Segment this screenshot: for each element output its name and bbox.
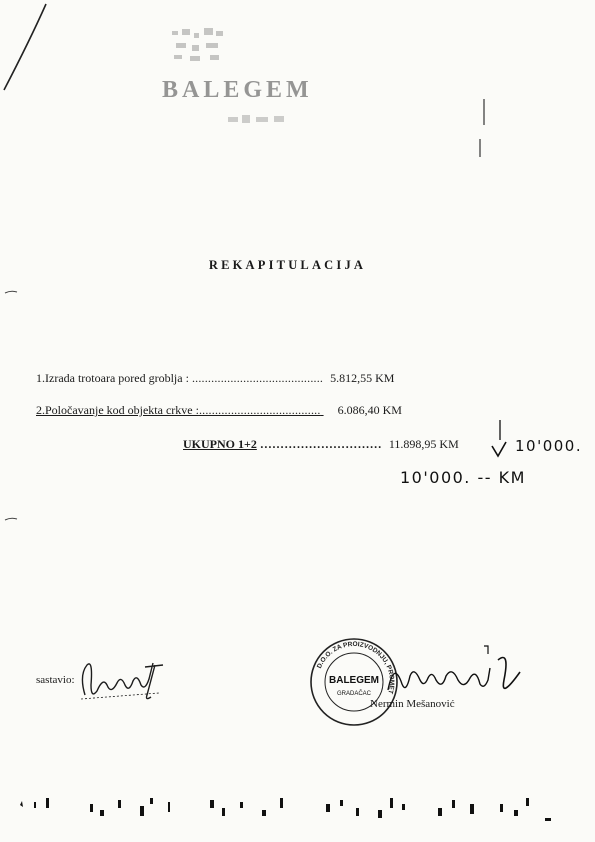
stamp-company: BALEGEM (329, 675, 379, 686)
letterhead-company-name: BALEGEM (162, 77, 313, 103)
total-dots: ………………………… (259, 437, 382, 451)
line-item-label: 2.Poločavanje kod objekta crkve : (36, 403, 199, 417)
signer-name: Nermin Mešanović (370, 698, 455, 710)
line-item-2 (36, 403, 402, 418)
preparer-signature (75, 655, 170, 705)
pen-tick-marks (470, 95, 490, 165)
letterhead-logo-icon (170, 25, 230, 65)
handwritten-amount-note: 10'000. (515, 437, 583, 455)
scan-noise-bottom (0, 780, 595, 840)
stamp-ring-text: D.O.O. ZA PROIZVODNJU, PROMET (315, 640, 396, 695)
letterhead (150, 15, 380, 130)
line-item-dots: ......................................... (191, 371, 324, 385)
line-item-1 (36, 371, 394, 386)
handwritten-final-amount: 10'000. -- KM (400, 468, 526, 487)
stamp-city: GRADAČAC (336, 691, 372, 697)
document-title: REKAPITULACIJA (208, 258, 367, 272)
total-row (183, 437, 459, 452)
line-item-amount: 5.812,55 KM (330, 371, 395, 385)
total-amount: 11.898,95 KM (388, 437, 459, 451)
handwritten-check-icon (488, 418, 512, 460)
line-item-label: 1.Izrada trotoara pored groblja : (36, 371, 189, 385)
prepared-by-label: sastavio: (36, 674, 75, 686)
margin-mark-top (4, 288, 18, 296)
margin-mark-bottom (4, 515, 18, 523)
line-item-amount: 6.086,40 KM (337, 403, 402, 417)
line-item-dots: ...................................... (198, 403, 321, 417)
letterhead-subtitle-smudge (228, 113, 288, 127)
pen-stroke-mark (0, 0, 60, 100)
total-label: UKUPNO 1+2 (183, 437, 257, 451)
